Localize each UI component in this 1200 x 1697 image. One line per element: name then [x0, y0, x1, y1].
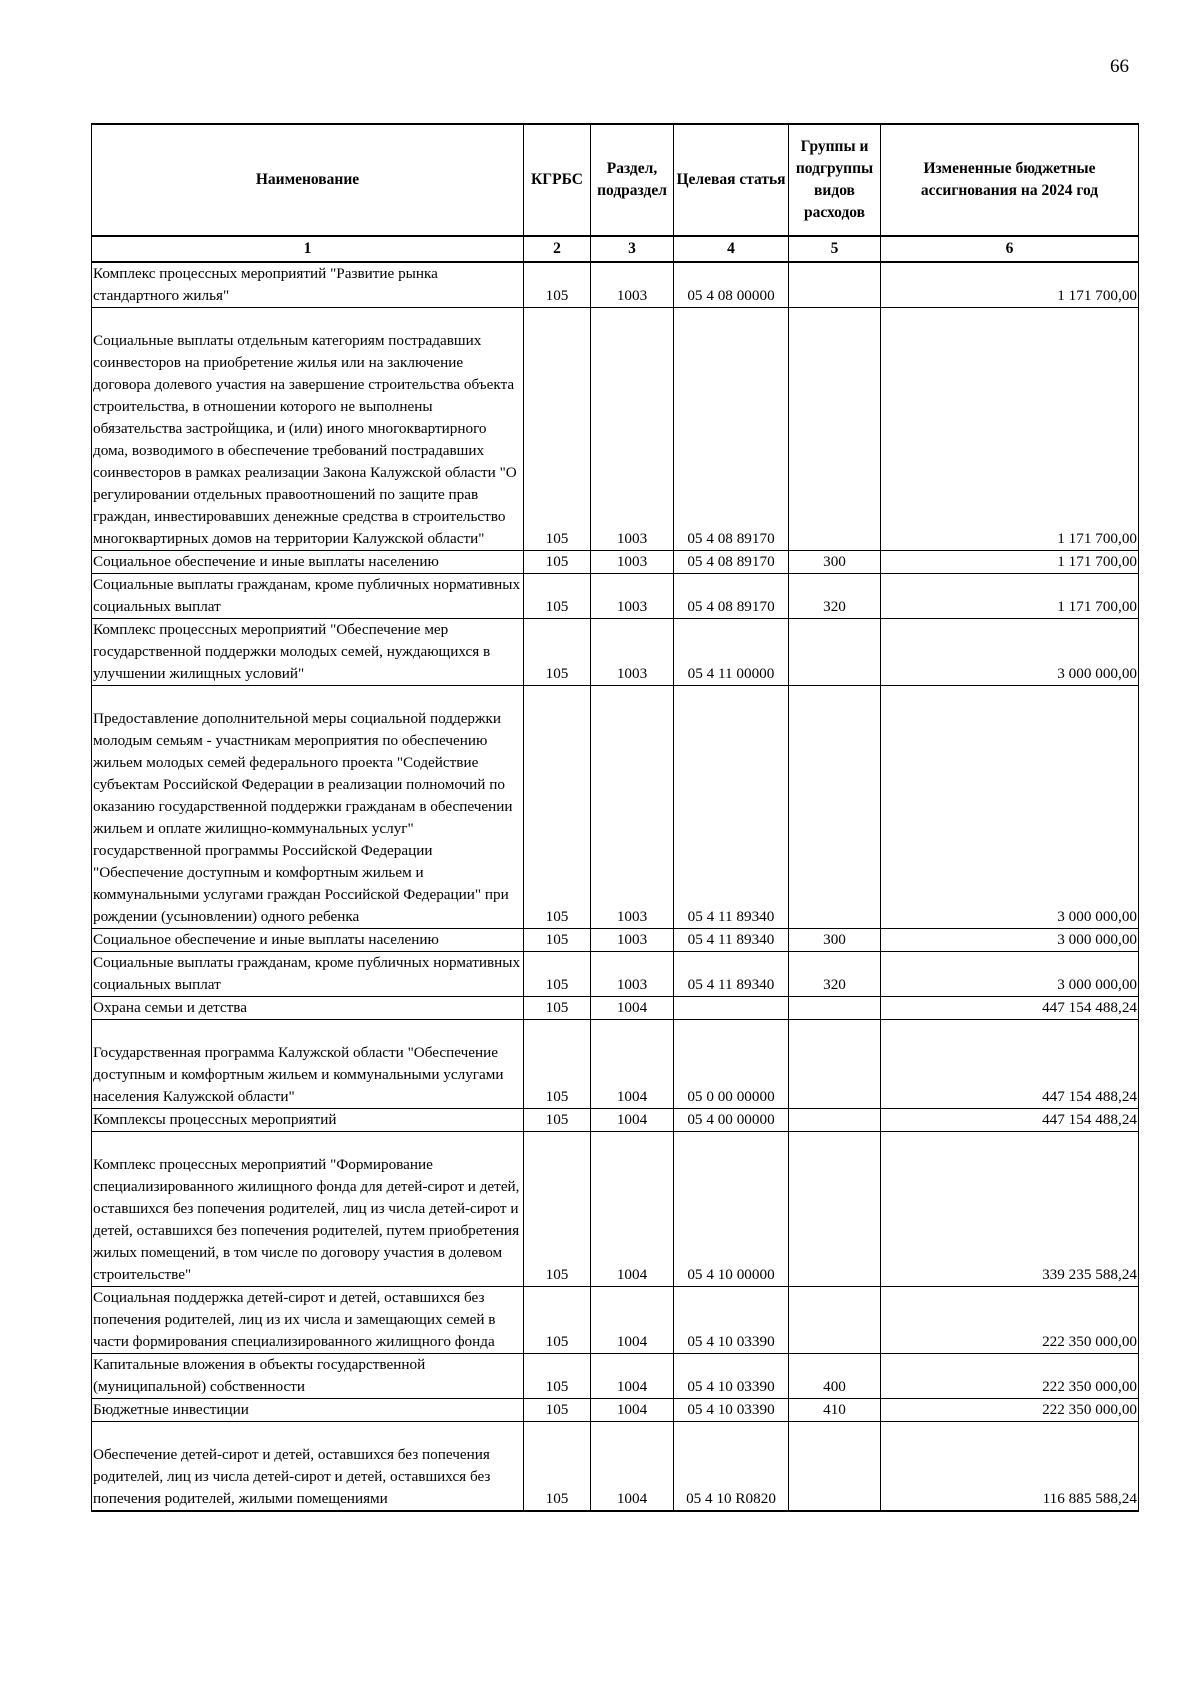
column-number: 3 [591, 236, 674, 262]
row-name: Бюджетные инвестиции [92, 1399, 524, 1422]
row-article: 05 4 11 89340 [674, 929, 789, 952]
row-kgrbs: 105 [524, 1399, 591, 1422]
row-section: 1004 [591, 1109, 674, 1132]
row-section: 1003 [591, 619, 674, 686]
row-kgrbs: 105 [524, 1132, 591, 1287]
row-group [789, 308, 881, 551]
row-amount: 447 154 488,24 [881, 1020, 1139, 1109]
row-amount: 3 000 000,00 [881, 952, 1139, 997]
row-kgrbs: 105 [524, 308, 591, 551]
page-number: 66 [1110, 56, 1129, 77]
row-kgrbs: 105 [524, 929, 591, 952]
row-article: 05 4 00 00000 [674, 1109, 789, 1132]
row-section: 1004 [591, 1399, 674, 1422]
row-article: 05 4 08 89170 [674, 574, 789, 619]
column-number: 4 [674, 236, 789, 262]
table-row [92, 1020, 1139, 1109]
row-group [789, 1287, 881, 1354]
row-amount: 447 154 488,24 [881, 997, 1139, 1020]
row-amount: 1 171 700,00 [881, 551, 1139, 574]
table-row [92, 686, 1139, 929]
row-section: 1004 [591, 1020, 674, 1109]
header-row [92, 124, 1139, 236]
row-name: Комплекс процессных мероприятий "Формирование специализированного жилищного фонда для детей-сирот и детей, оставшихся без попечения родителей, лиц из числа детей-сирот и детей, оставшихся без попечения родителей, путем приобретения жилых помещений, в том числе по договору участия в долевом строительстве" [92, 1132, 524, 1287]
row-group [789, 262, 881, 308]
row-amount: 1 171 700,00 [881, 308, 1139, 551]
row-name: Государственная программа Калужской области "Обеспечение доступным и комфортным жильем и коммунальными услугами населения Калужской области" [92, 1020, 524, 1109]
row-section: 1004 [591, 1132, 674, 1287]
header-kgrbs: КГРБС [524, 124, 591, 236]
table-row [92, 1399, 1139, 1422]
table-row [92, 1132, 1139, 1287]
row-name: Комплекс процессных мероприятий "Обеспечение мер государственной поддержки молодых семей, нуждающихся в улучшении жилищных условий" [92, 619, 524, 686]
row-group [789, 1020, 881, 1109]
row-article: 05 4 10 03390 [674, 1287, 789, 1354]
table-row [92, 551, 1139, 574]
row-group: 300 [789, 929, 881, 952]
row-group: 410 [789, 1399, 881, 1422]
row-amount: 339 235 588,24 [881, 1132, 1139, 1287]
row-kgrbs: 105 [524, 997, 591, 1020]
table-row [92, 308, 1139, 551]
row-section: 1004 [591, 1287, 674, 1354]
row-group [789, 1132, 881, 1287]
row-article: 05 4 08 89170 [674, 551, 789, 574]
row-section: 1003 [591, 308, 674, 551]
row-article: 05 4 08 00000 [674, 262, 789, 308]
row-article: 05 4 10 03390 [674, 1354, 789, 1399]
row-kgrbs: 105 [524, 686, 591, 929]
row-article: 05 4 10 00000 [674, 1132, 789, 1287]
row-article: 05 0 00 00000 [674, 1020, 789, 1109]
row-name: Капитальные вложения в объекты государственной (муниципальной) собственности [92, 1354, 524, 1399]
row-amount: 222 350 000,00 [881, 1354, 1139, 1399]
row-group [789, 997, 881, 1020]
table-row [92, 1109, 1139, 1132]
table-row [92, 929, 1139, 952]
row-amount: 222 350 000,00 [881, 1287, 1139, 1354]
row-kgrbs: 105 [524, 1422, 591, 1512]
row-section: 1003 [591, 262, 674, 308]
row-kgrbs: 105 [524, 1109, 591, 1132]
row-amount: 3 000 000,00 [881, 619, 1139, 686]
row-name: Социальные выплаты отдельным категориям пострадавших соинвесторов на приобретение жилья или на заключение договора долевого участия на завершение строительства объекта строительства, в отношении которого не выполнены обязательства застройщика, и (или) иного многоквартирного дома, возводимого в обеспечение требований пострадавших соинвесторов в рамках реализации Закона Калужской области "О регулировании отдельных правоотношений по защите прав граждан, инвестировавших денежные средства в строительство многоквартирных домов на территории Калужской области" [92, 308, 524, 551]
table-row [92, 1422, 1139, 1512]
row-article: 05 4 11 00000 [674, 619, 789, 686]
header-section: Раздел, подраздел [591, 124, 674, 236]
row-amount: 222 350 000,00 [881, 1399, 1139, 1422]
row-section: 1003 [591, 929, 674, 952]
row-section: 1004 [591, 997, 674, 1020]
row-group: 320 [789, 952, 881, 997]
table-row [92, 997, 1139, 1020]
header-article: Целевая статья [674, 124, 789, 236]
row-group [789, 686, 881, 929]
table-row [92, 952, 1139, 997]
column-number: 2 [524, 236, 591, 262]
row-name: Комплекс процессных мероприятий "Развитие рынка стандартного жилья" [92, 262, 524, 308]
row-kgrbs: 105 [524, 1287, 591, 1354]
row-amount: 3 000 000,00 [881, 929, 1139, 952]
row-name: Охрана семьи и детства [92, 997, 524, 1020]
row-name: Обеспечение детей-сирот и детей, оставшихся без попечения родителей, лиц из числа детей-сирот и детей, оставшихся без попечения родителей, жилыми помещениями [92, 1422, 524, 1512]
row-amount: 1 171 700,00 [881, 574, 1139, 619]
row-group: 400 [789, 1354, 881, 1399]
row-section: 1003 [591, 551, 674, 574]
table-row [92, 262, 1139, 308]
row-article: 05 4 11 89340 [674, 686, 789, 929]
row-amount: 116 885 588,24 [881, 1422, 1139, 1512]
header-name: Наименование [92, 124, 524, 236]
row-kgrbs: 105 [524, 262, 591, 308]
header-amount: Измененные бюджетные ассигнования на 2024 год [881, 124, 1139, 236]
row-section: 1003 [591, 686, 674, 929]
row-group [789, 1422, 881, 1512]
row-group: 320 [789, 574, 881, 619]
row-article: 05 4 08 89170 [674, 308, 789, 551]
row-name: Социальная поддержка детей-сирот и детей, оставшихся без попечения родителей, лиц из их числа и замещающих семей в части формирования специализированного жилищного фонда [92, 1287, 524, 1354]
row-name: Социальные выплаты гражданам, кроме публичных нормативных социальных выплат [92, 574, 524, 619]
row-kgrbs: 105 [524, 551, 591, 574]
row-name: Социальное обеспечение и иные выплаты населению [92, 929, 524, 952]
row-name: Комплексы процессных мероприятий [92, 1109, 524, 1132]
row-amount: 3 000 000,00 [881, 686, 1139, 929]
row-name: Предоставление дополнительной меры социальной поддержки молодым семьям - участникам мероприятия по обеспечению жильем молодых семей федерального проекта "Содействие субъектам Российской Федерации в реализации полномочий по оказанию государственной поддержки гражданам в обеспечении жильем и оплате жилищно-коммунальных услуг" государственной программы Российской Федерации "Обеспечение доступным и комфортным жильем и коммунальными услугами граждан Российской Федерации" при рождении (усыновлении) одного ребенка [92, 686, 524, 929]
table-row [92, 619, 1139, 686]
table-row [92, 574, 1139, 619]
row-section: 1004 [591, 1354, 674, 1399]
row-group: 300 [789, 551, 881, 574]
row-section: 1003 [591, 574, 674, 619]
row-kgrbs: 105 [524, 1020, 591, 1109]
row-amount: 447 154 488,24 [881, 1109, 1139, 1132]
table-row [92, 1354, 1139, 1399]
row-kgrbs: 105 [524, 952, 591, 997]
row-kgrbs: 105 [524, 574, 591, 619]
row-section: 1004 [591, 1422, 674, 1512]
table-row [92, 1287, 1139, 1354]
row-section: 1003 [591, 952, 674, 997]
row-kgrbs: 105 [524, 619, 591, 686]
row-name: Социальное обеспечение и иные выплаты населению [92, 551, 524, 574]
column-number: 6 [881, 236, 1139, 262]
row-article: 05 4 10 R0820 [674, 1422, 789, 1512]
column-number-row [92, 236, 1139, 262]
row-amount: 1 171 700,00 [881, 262, 1139, 308]
row-article: 05 4 10 03390 [674, 1399, 789, 1422]
header-group: Группы и подгруппы видов расходов [789, 124, 881, 236]
row-article [674, 997, 789, 1020]
row-group [789, 1109, 881, 1132]
budget-table [91, 123, 1139, 1512]
row-name: Социальные выплаты гражданам, кроме публичных нормативных социальных выплат [92, 952, 524, 997]
row-kgrbs: 105 [524, 1354, 591, 1399]
column-number: 1 [92, 236, 524, 262]
row-group [789, 619, 881, 686]
row-article: 05 4 11 89340 [674, 952, 789, 997]
column-number: 5 [789, 236, 881, 262]
